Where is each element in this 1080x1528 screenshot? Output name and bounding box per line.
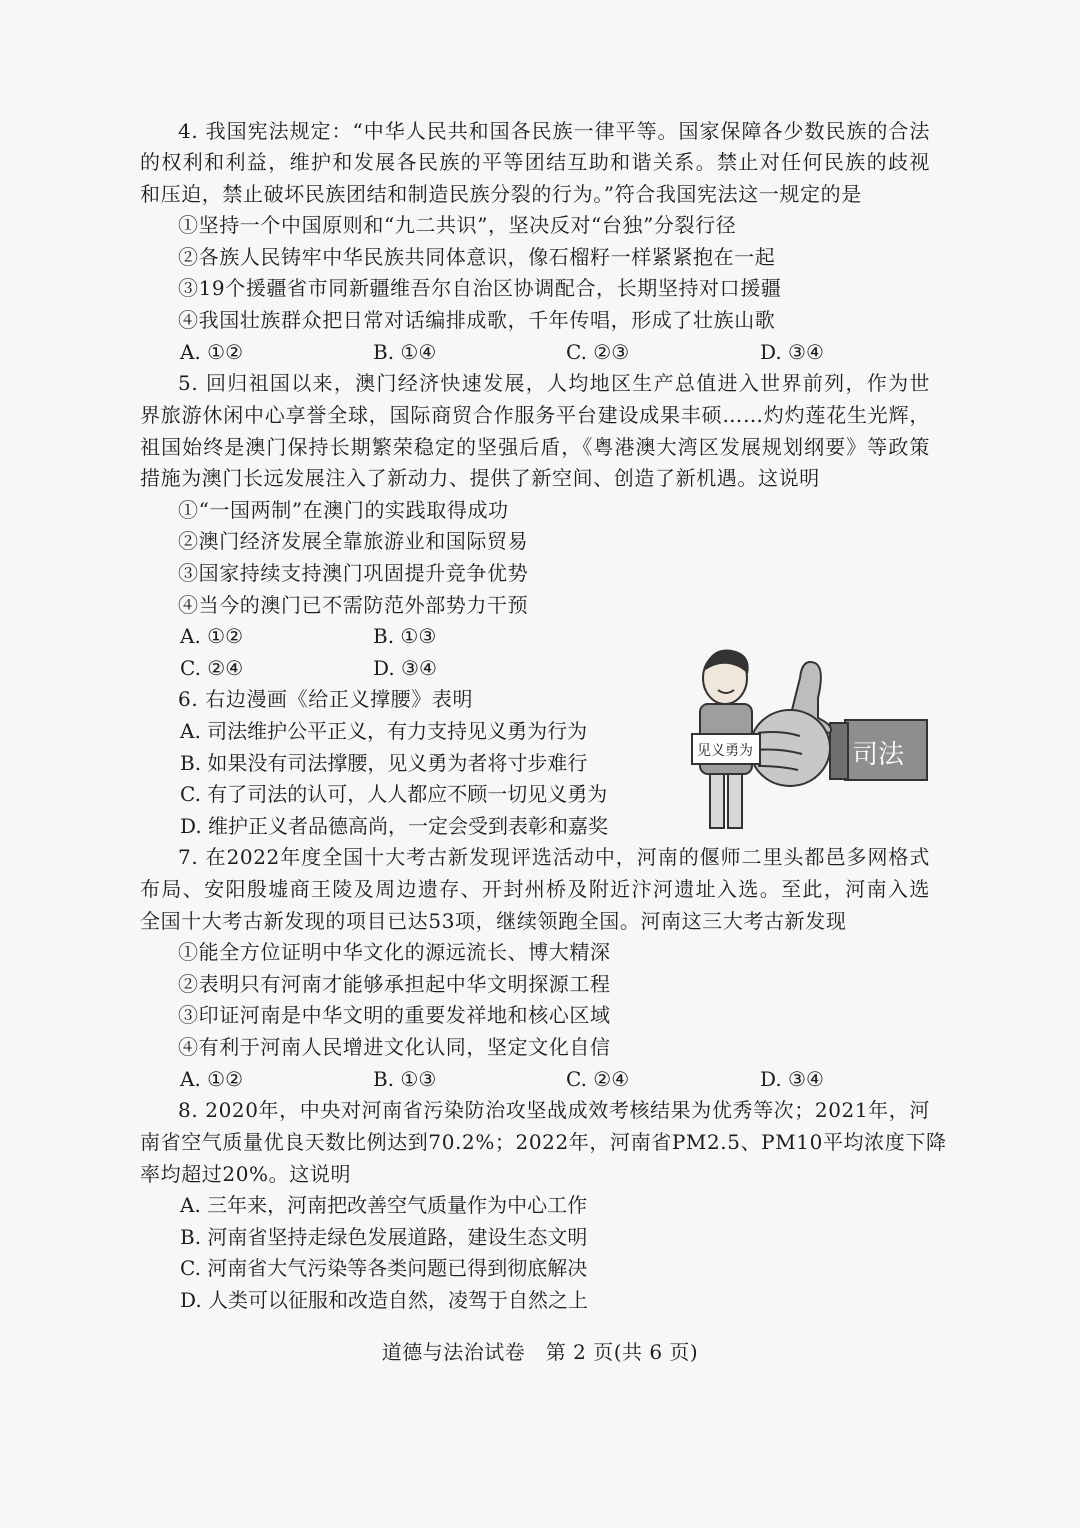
q7-stem-line-1: 7. 在2022年度全国十大考古新发现评选活动中，河南的偃师二里头都邑多网格式 (178, 845, 930, 869)
q7-option-a: A. ①② (180, 1067, 244, 1091)
fist-shape (750, 710, 830, 786)
q7-option-b: B. ①③ (373, 1067, 437, 1091)
q4-stem-line-3: 和压迫，禁止破坏民族团结和制造民族分裂的行为。”符合我国宪法这一规定的是 (140, 182, 862, 206)
q7-stem-line-2: 布局、安阳殷墟商王陵及周边遗存、开封州桥及附近汴河遗址入选。至此，河南入选 (140, 877, 930, 901)
justice-cartoon (640, 638, 930, 838)
q8-option-d: D. 人类可以征服和改造自然，凌驾于自然之上 (180, 1288, 589, 1312)
q5-item-1: ①“一国两制”在澳门的实践取得成功 (178, 498, 509, 522)
q4-item-4: ④我国壮族群众把日常对话编排成歌，千年传唱，形成了壮族山歌 (178, 308, 776, 332)
q6-option-a: A. 司法维护公平正义，有力支持见义勇为行为 (180, 719, 588, 743)
sign-label: 见义勇为 (697, 743, 753, 759)
q5-item-4: ④当今的澳门已不需防范外部势力干预 (178, 593, 529, 617)
q7-item-4: ④有利于河南人民增进文化认同，坚定文化自信 (178, 1035, 611, 1059)
q8-option-a: A. 三年来，河南把改善空气质量作为中心工作 (180, 1193, 588, 1217)
q7-item-3: ③印证河南是中华文明的重要发祥地和核心区域 (178, 1003, 611, 1027)
q4-option-a: A. ①② (180, 340, 244, 364)
q5-option-c: C. ②④ (180, 656, 244, 680)
q5-stem-line-4: 措施为澳门长远发展注入了新动力、提供了新空间、创造了新机遇。这说明 (140, 466, 820, 490)
q5-stem-line-1: 5. 回归祖国以来，澳门经济快速发展，人均地区生产总值进入世界前列，作为世 (178, 371, 930, 395)
q8-stem-line-3: 率均超过20%。这说明 (140, 1162, 352, 1186)
q4-stem-line-1: 4. 我国宪法规定：“中华人民共和国各民族一律平等。国家保障各少数民族的合法 (178, 119, 930, 143)
q8-option-b: B. 河南省坚持走绿色发展道路，建设生态文明 (180, 1225, 588, 1249)
q4-item-3: ③19个援疆省市同新疆维吾尔自治区协调配合，长期坚持对口援疆 (178, 276, 782, 300)
q5-stem-line-3: 祖国始终是澳门保持长期繁荣稳定的坚强后盾，《粤港澳大湾区发展规划纲要》等政策 (140, 435, 930, 459)
q6-stem: 6. 右边漫画《给正义撑腰》表明 (178, 687, 474, 711)
cartoon-illustration (640, 638, 930, 838)
q7-item-2: ②表明只有河南才能够承担起中华文明探源工程 (178, 972, 611, 996)
q4-option-b: B. ①④ (373, 340, 437, 364)
q5-item-3: ③国家持续支持澳门巩固提升竞争优势 (178, 561, 529, 585)
q5-option-b: B. ①③ (373, 624, 437, 648)
q5-stem-line-2: 界旅游休闲中心享誉全球，国际商贸合作服务平台建设成果丰硕……灼灼莲花生光辉， (140, 403, 930, 427)
q5-option-d: D. ③④ (373, 656, 437, 680)
q5-option-a: A. ①② (180, 624, 244, 648)
q7-option-d: D. ③④ (760, 1067, 824, 1091)
sleeve-label: 司法 (852, 740, 905, 770)
q6-option-d: D. 维护正义者品德高尚，一定会受到表彰和嘉奖 (180, 814, 609, 838)
q4-stem-line-2: 的权利和利益，维护和发展各民族的平等团结互助和谐关系。禁止对任何民族的歧视 (140, 150, 930, 174)
q4-option-c: C. ②③ (566, 340, 630, 364)
q7-item-1: ①能全方位证明中华文化的源远流长、博大精深 (178, 940, 611, 964)
page-footer: 道德与法治试卷 第 2 页(共 6 页) (381, 1340, 699, 1364)
q6-option-b: B. 如果没有司法撑腰，见义勇为者将寸步难行 (180, 751, 588, 775)
q4-item-2: ②各族人民铸牢中华民族共同体意识，像石榴籽一样紧紧抱在一起 (178, 245, 776, 269)
q5-item-2: ②澳门经济发展全靠旅游业和国际贸易 (178, 529, 529, 553)
q8-stem-line-1: 8. 2020年，中央对河南省污染防治攻坚战成效考核结果为优秀等次；2021年，河 (178, 1098, 930, 1122)
q7-option-c: C. ②④ (566, 1067, 630, 1091)
q4-option-d: D. ③④ (760, 340, 824, 364)
q8-stem-line-2: 南省空气质量优良天数比例达到70.2%；2022年，河南省PM2.5、PM10平均浓度下降 (140, 1130, 947, 1154)
q4-item-1: ①坚持一个中国原则和“九二共识”，坚决反对“台独”分裂行径 (178, 213, 737, 237)
q8-option-c: C. 河南省大气污染等各类问题已得到彻底解决 (180, 1256, 588, 1280)
q7-stem-line-3: 全国十大考古新发现的项目已达53项，继续领跑全国。河南这三大考古新发现 (140, 909, 847, 933)
q6-option-c: C. 有了司法的认可，人人都应不顾一切见义勇为 (180, 782, 608, 806)
